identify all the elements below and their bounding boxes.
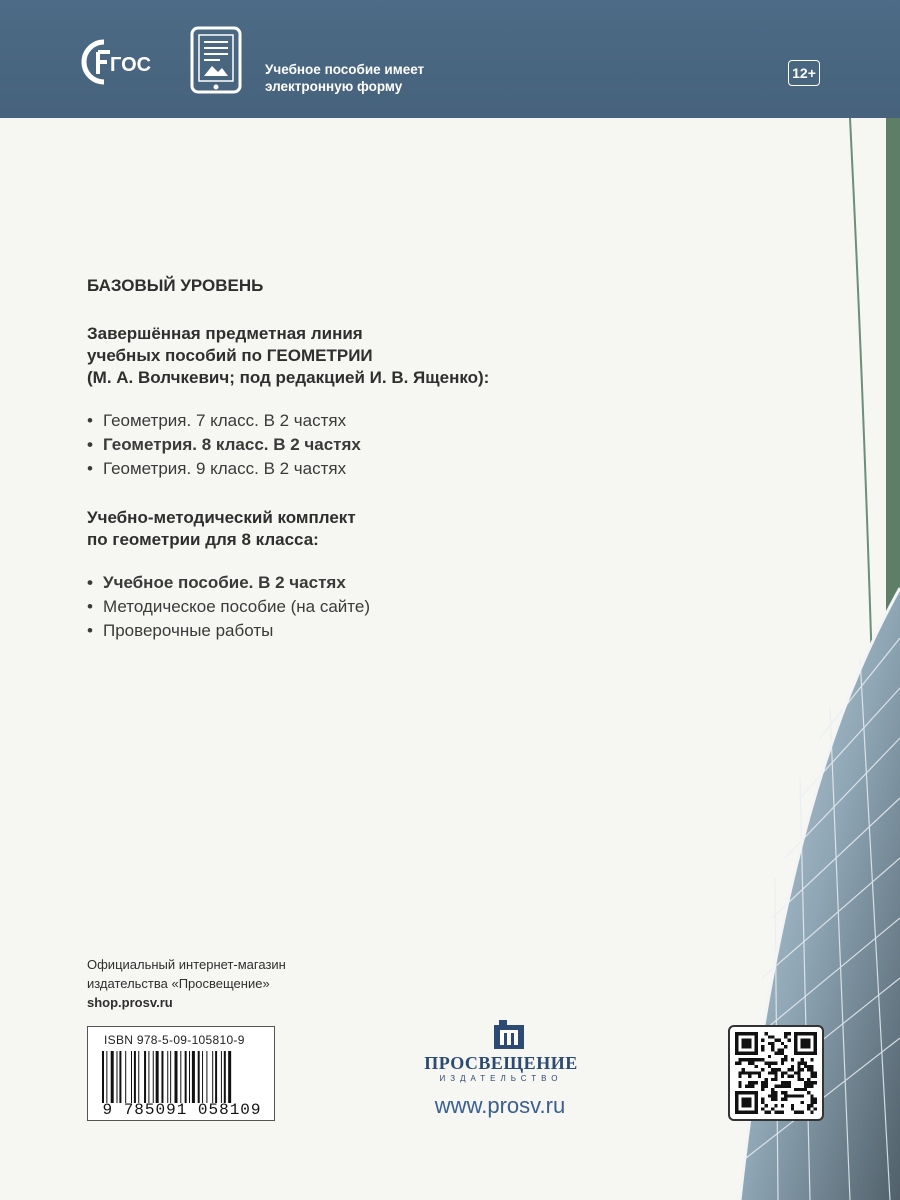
electronic-form-line-1: Учебное пособие имеет	[265, 62, 425, 77]
kit-block	[87, 507, 687, 643]
electronic-form-line-2: электронную форму	[265, 79, 403, 94]
subject-line-heading-2: учебных пособий по ГЕОМЕТРИИ	[87, 346, 373, 365]
list-item: • Геометрия. 9 класс. В 2 частях	[87, 457, 687, 481]
publisher-subtitle: ИЗДАТЕЛЬСТВО	[439, 1074, 563, 1083]
barcode-box	[87, 1026, 275, 1121]
subject-line-list	[87, 409, 687, 481]
electronic-form-note	[265, 61, 424, 95]
barcode-digits: 9 785091 058109	[102, 1101, 262, 1119]
level-heading: БАЗОВЫЙ УРОВЕНЬ	[87, 276, 264, 295]
list-item: • Проверочные работы	[87, 619, 687, 643]
qr-code[interactable]	[728, 1025, 824, 1121]
publisher-logo-icon	[492, 1019, 526, 1051]
subject-line-heading-3: (М. А. Волчкевич; под редакцией И. В. Ященко):	[87, 368, 490, 387]
qr-code-graphic	[735, 1032, 817, 1114]
subject-line-heading-1: Завершённая предметная линия	[87, 324, 363, 343]
list-item: • Геометрия. 8 класс. В 2 частях	[87, 433, 687, 457]
top-band	[0, 0, 900, 118]
publisher-site-link[interactable]: www.prosv.ru	[434, 1093, 566, 1118]
tablet-icon	[190, 26, 242, 94]
kit-heading-2: по геометрии для 8 класса:	[87, 530, 319, 549]
publisher-name: ПРОСВЕЩЕНИЕ	[424, 1053, 578, 1073]
list-item: • Методическое пособие (на сайте)	[87, 595, 687, 619]
barcode-graphic	[102, 1051, 264, 1103]
kit-list	[87, 571, 687, 643]
shop-info	[87, 955, 286, 1012]
age-rating-badge: 12+	[788, 60, 820, 86]
fgos-label: ГОС	[110, 54, 152, 76]
list-item: • Геометрия. 7 класс. В 2 частях	[87, 409, 687, 433]
shop-line-2: издательства «Просвещение»	[87, 976, 270, 991]
list-item: • Учебное пособие. В 2 частях	[87, 571, 687, 595]
isbn-label: ISBN 978-5-09-105810-9	[104, 1033, 245, 1047]
kit-heading-1: Учебно-методический комплект	[87, 508, 356, 527]
shop-line-1: Официальный интернет-магазин	[87, 957, 286, 972]
fgos-logo	[80, 38, 162, 86]
shop-url-link[interactable]: shop.prosv.ru	[87, 995, 173, 1010]
main-text	[87, 275, 687, 643]
subject-line-block	[87, 323, 687, 481]
